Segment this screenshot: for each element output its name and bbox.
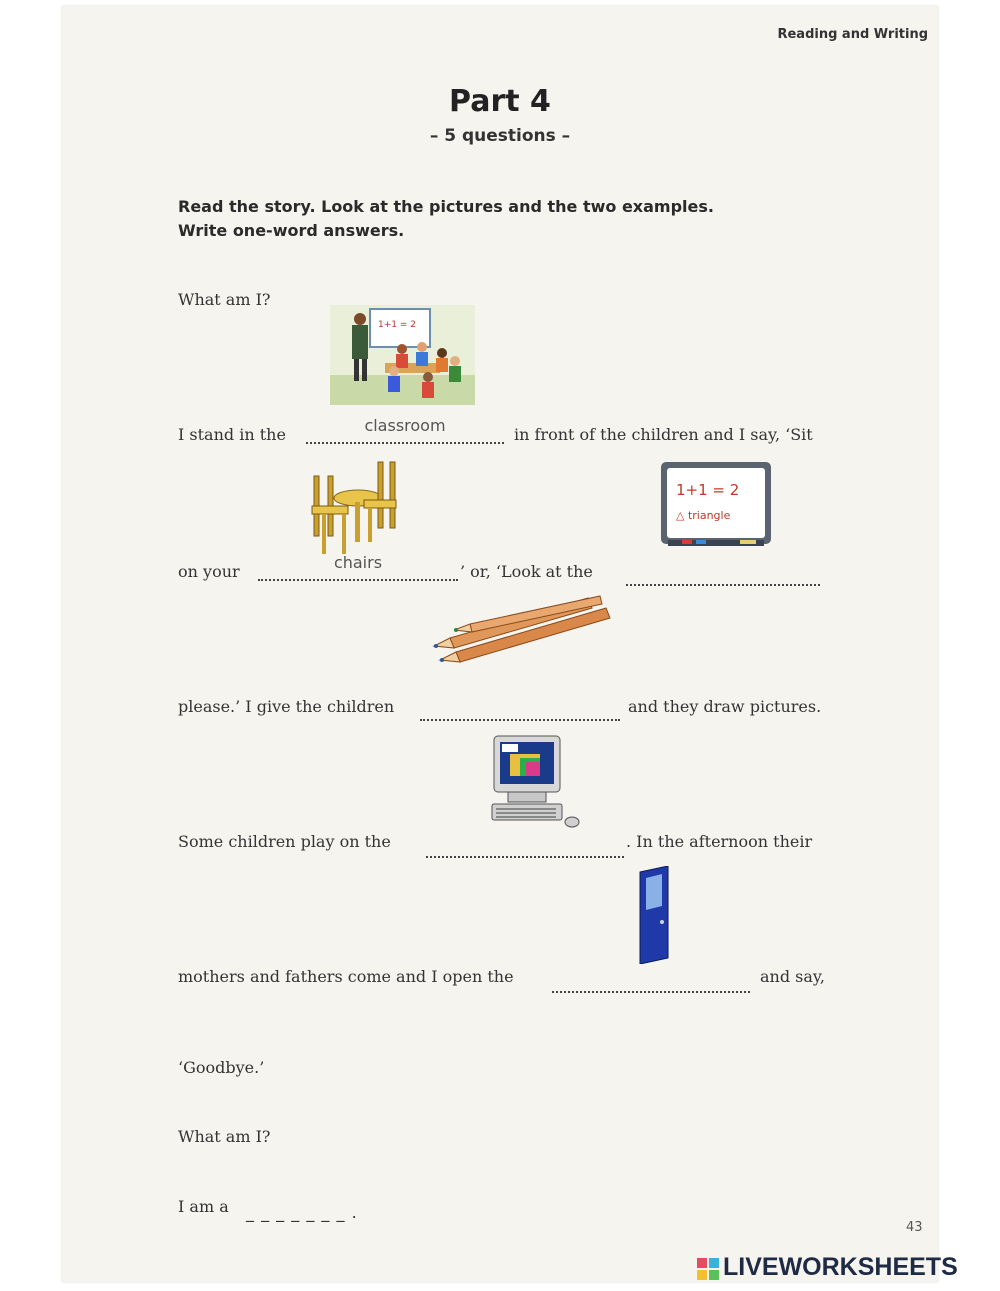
whiteboard-triangle: △ triangle bbox=[676, 509, 731, 522]
classroom-picture-icon bbox=[330, 305, 475, 405]
door-picture-icon bbox=[638, 866, 670, 964]
instruction-line-2: Write one-word answers. bbox=[178, 221, 405, 240]
brand-name: LIVEWORKSHEETS bbox=[723, 1253, 958, 1281]
question-title-2: What am I? bbox=[178, 1127, 271, 1146]
section-header: Reading and Writing bbox=[777, 27, 928, 42]
liveworksheets-logo-icon bbox=[697, 1258, 719, 1280]
answer-blank-classroom[interactable] bbox=[306, 416, 504, 444]
computer-picture-icon bbox=[486, 734, 582, 830]
instructions bbox=[178, 195, 714, 243]
example-answer-chairs: chairs bbox=[333, 553, 383, 572]
page-title: Part 4 bbox=[449, 84, 551, 119]
final-answer-prompt: I am a bbox=[178, 1197, 229, 1216]
answer-blank-2[interactable] bbox=[420, 697, 620, 721]
board-equation: 1+1 = 2 bbox=[378, 320, 416, 330]
story-line-4-start: Some children play on the bbox=[178, 832, 391, 851]
story-line-2-mid: ’ or, ‘Look at the bbox=[460, 562, 593, 581]
question-title: What am I? bbox=[178, 290, 271, 309]
answer-blank-3[interactable] bbox=[426, 834, 624, 858]
answer-blank-4[interactable] bbox=[552, 969, 750, 993]
chairs-table-picture-icon bbox=[308, 458, 400, 558]
whiteboard-picture-icon bbox=[660, 461, 772, 551]
whiteboard-equation: 1+1 = 2 bbox=[676, 481, 740, 499]
answer-blank-1[interactable] bbox=[626, 562, 820, 586]
story-line-1-start: I stand in the bbox=[178, 425, 286, 444]
example-answer-classroom: classroom bbox=[364, 416, 446, 435]
story-line-5-start: mothers and fathers come and I open the bbox=[178, 967, 514, 986]
story-line-5-end: and say, bbox=[760, 967, 825, 986]
story-line-1-end: in front of the children and I say, ‘Sit bbox=[514, 425, 813, 444]
instruction-line-1: Read the story. Look at the pictures and the two examples. bbox=[178, 197, 714, 216]
story-goodbye: ‘Goodbye.’ bbox=[178, 1058, 265, 1077]
story-line-3-start: please.’ I give the children bbox=[178, 697, 395, 716]
final-answer-dashes[interactable]: _ _ _ _ _ _ _ . bbox=[246, 1203, 358, 1222]
story-line-4-end: . In the afternoon their bbox=[626, 832, 813, 851]
page-number: 43 bbox=[906, 1220, 923, 1235]
page-subtitle: – 5 questions – bbox=[429, 126, 571, 146]
story-line-3-end: and they draw pictures. bbox=[628, 697, 822, 716]
pencils-picture-icon bbox=[430, 594, 615, 674]
answer-blank-chairs[interactable] bbox=[258, 553, 458, 581]
story-line-2-start: on your bbox=[178, 562, 240, 581]
